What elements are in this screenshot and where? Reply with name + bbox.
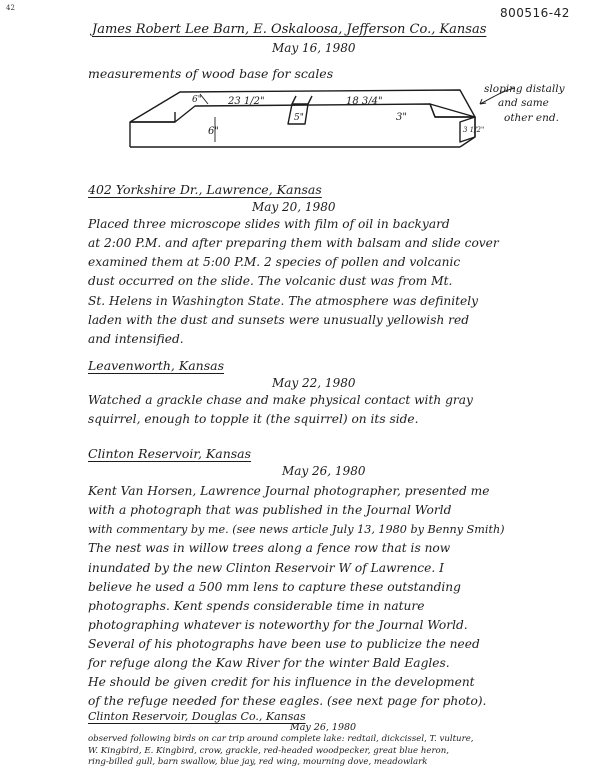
- entry4-line-12: of the refuge needed for these eagles. (see next page for photo).: [88, 694, 487, 708]
- entry4-line-2: with a photograph that was published in the Journal World: [88, 503, 452, 517]
- entry3-line-1: Watched a grackle chase and make physical contact with gray: [88, 393, 473, 407]
- note-line3: other end.: [504, 112, 559, 124]
- catalog-number: 800516-42: [500, 6, 570, 20]
- wood-base-diagram: [120, 82, 590, 162]
- label-length-18: 18 3/4": [346, 96, 383, 107]
- note-line2: and same: [498, 97, 549, 109]
- entry2-line-7: and intensified.: [88, 332, 184, 346]
- entry3-date: May 22, 1980: [272, 376, 356, 390]
- entry5-location: Clinton Reservoir, Douglas Co., Kansas: [88, 710, 306, 723]
- entry4-line-5: inundated by the new Clinton Reservoir W of Lawrence. I: [88, 561, 444, 575]
- entry4-line-9: Several of his photographs have been use to publicize the need: [88, 637, 480, 651]
- entry2-date: May 20, 1980: [252, 200, 336, 214]
- entry3-location: Leavenworth, Kansas: [88, 358, 225, 373]
- label-height-6-top: 6": [192, 95, 202, 105]
- label-post-5: 5": [294, 113, 304, 123]
- entry5-line-2: W. Kingbird, E. Kingbird, crow, grackle, red-headed woodpecker, great blue heron,: [88, 746, 449, 756]
- entry4-line-6: believe he used a 500 mm lens to capture these outstanding: [88, 580, 461, 594]
- label-height-6-side: 6": [208, 126, 219, 137]
- label-end-3-5: 3 1/2": [463, 126, 485, 134]
- entry2-line-6: laden with the dust and sunsets were unusually yellowish red: [88, 313, 470, 327]
- note-line1: sloping distally: [484, 83, 565, 95]
- entry4-line-4: The nest was in willow trees along a fence row that is now: [88, 541, 451, 555]
- entry2-line-2: at 2:00 P.M. and after preparing them with balsam and slide cover: [88, 236, 499, 250]
- entry5-line-1: observed following birds on car trip around complete lake: redtail, dickcissel, T. vulture,: [88, 734, 474, 744]
- label-width-3: 3": [396, 112, 407, 123]
- entry3-line-2: squirrel, enough to topple it (the squirrel) on its side.: [88, 412, 419, 426]
- entry2-line-1: Placed three microscope slides with film of oil in backyard: [88, 217, 450, 231]
- entry4-location: Clinton Reservoir, Kansas: [88, 446, 252, 461]
- entry2-line-3: examined them at 5:00 P.M. 2 species of pollen and volcanic: [88, 255, 461, 269]
- entry1-location: James Robert Lee Barn, E. Oskaloosa, Jefferson Co., Kansas: [92, 22, 487, 37]
- entry5-date: May 26, 1980: [290, 722, 357, 733]
- entry4-line-10: for refuge along the Kaw River for the winter Bald Eagles.: [88, 656, 450, 670]
- entry2-location: 402 Yorkshire Dr., Lawrence, Kansas: [88, 182, 322, 197]
- entry4-line-3: with commentary by me. (see news article July 13, 1980 by Benny Smith): [88, 523, 505, 536]
- entry4-date: May 26, 1980: [282, 464, 366, 478]
- page-number: 42: [6, 4, 15, 12]
- entry5-line-3: ring-billed gull, barn swallow, blue jay, red wing, mourning dove, meadowlark: [88, 757, 428, 767]
- entry4-line-8: photographing whatever is noteworthy for the Journal World.: [88, 618, 468, 632]
- entry1-heading: measurements of wood base for scales: [88, 66, 334, 81]
- entry2-line-5: St. Helens in Washington State. The atmosphere was definitely: [88, 294, 479, 308]
- entry1-date: May 16, 1980: [272, 41, 356, 55]
- label-length-23: 23 1/2": [228, 96, 265, 107]
- entry4-line-11: He should be given credit for his influence in the development: [88, 675, 475, 689]
- entry4-line-1: Kent Van Horsen, Lawrence Journal photographer, presented me: [88, 484, 490, 498]
- entry2-line-4: dust occurred on the slide. The volcanic dust was from Mt.: [88, 274, 453, 288]
- entry4-line-7: photographs. Kent spends considerable time in nature: [88, 599, 425, 613]
